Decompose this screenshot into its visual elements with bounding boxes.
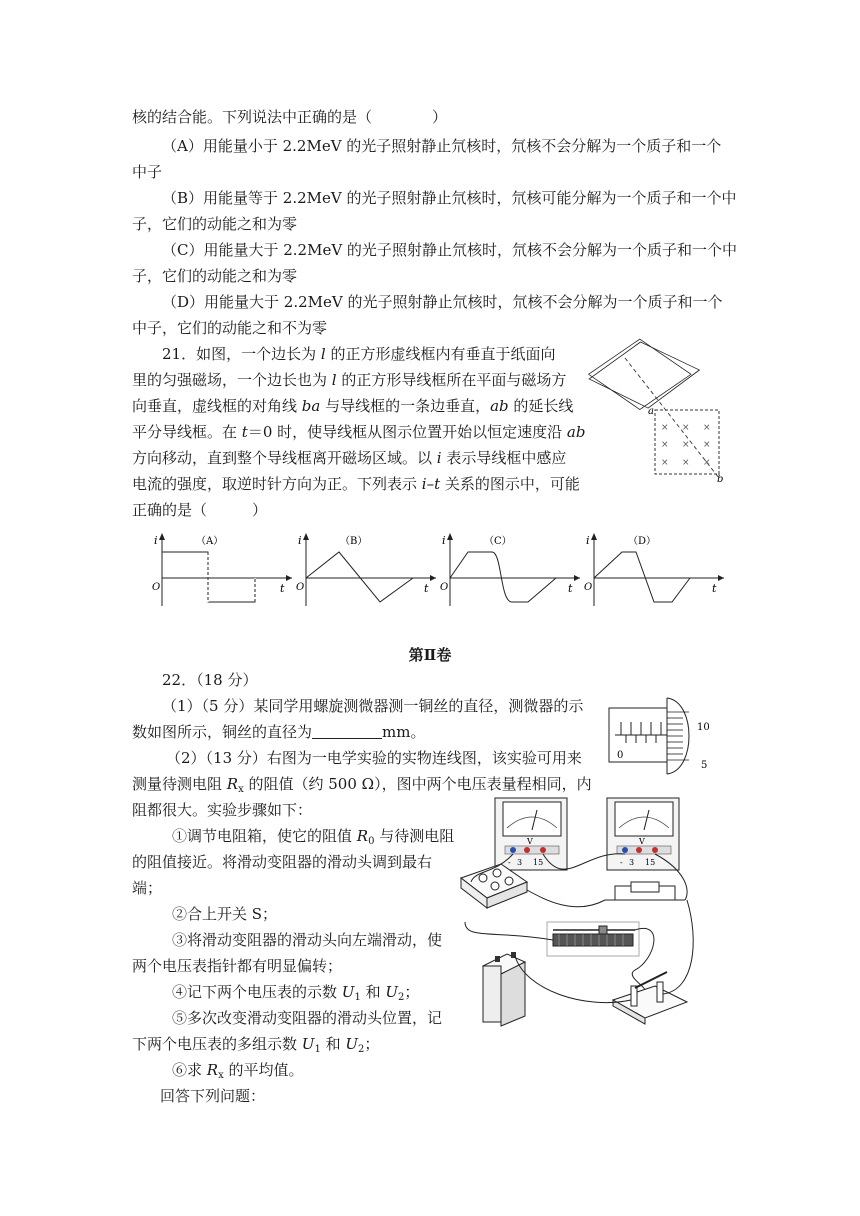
conducting-loop bbox=[589, 339, 691, 409]
svg-text:（A）: （A） bbox=[196, 536, 224, 547]
step-5-line2: 下两个电压表的多组示数 $U_1$ 和 $U_2$； bbox=[132, 1035, 380, 1055]
answer-blank[interactable] bbox=[312, 722, 382, 739]
point-b-label: b bbox=[717, 474, 724, 483]
section-title: 第Ⅱ卷 bbox=[408, 646, 452, 664]
micrometer-figure bbox=[603, 690, 723, 780]
q21-line1: 21．如图，一个边长为 l 的正方形虚线框内有垂直于纸面向 bbox=[162, 345, 556, 363]
option-b-line1: （B）用能量等于 2.2MeV 的光子照射静止氘核时，氘核可能分解为一个质子和一个中 bbox=[162, 189, 737, 207]
svg-text:t: t bbox=[280, 582, 285, 595]
svg-text:（B）: （B） bbox=[340, 536, 368, 547]
svg-text:O: O bbox=[296, 582, 305, 593]
step-1-line3: 端； bbox=[132, 879, 163, 897]
svg-text:i: i bbox=[442, 534, 446, 547]
svg-text:-: - bbox=[508, 858, 511, 867]
resistance-box bbox=[461, 864, 527, 908]
step-5-line1: ⑤多次改变滑动变阻器的滑动头位置，记 bbox=[172, 1009, 443, 1027]
circuit-figure bbox=[455, 790, 705, 1030]
graph-c bbox=[440, 530, 585, 610]
option-a-line1: （A）用能量小于 2.2MeV 的光子照射静止氘核时，氘核不会分解为一个质子和一个 bbox=[162, 137, 722, 155]
svg-text:-: - bbox=[620, 858, 623, 867]
conducting-loop-square bbox=[589, 342, 699, 408]
option-d-line1: （D）用能量大于 2.2MeV 的光子照射静止氘核时，氘核不会分解为一个质子和一个 bbox=[162, 293, 723, 311]
svg-text:V: V bbox=[639, 837, 645, 846]
q21-line4: 平分导线框。在 t＝0 时，使导线框从图示位置开始以恒定速度沿 ab bbox=[132, 423, 586, 441]
q21-line3: 向垂直，虚线框的对角线 ba 与导线框的一条边垂直，ab 的延长线 bbox=[132, 397, 574, 415]
step-1-line2: 的阻值接近。将滑动变阻器的滑动头调到最右 bbox=[132, 853, 433, 871]
q20-stem: 核的结合能。下列说法中正确的是（ ） bbox=[132, 108, 448, 126]
svg-text:t: t bbox=[712, 582, 717, 595]
answer-prompt: 回答下列问题： bbox=[160, 1087, 266, 1105]
svg-text:15: 15 bbox=[645, 858, 656, 867]
q22-part1-line2: 数如图所示，铜丝的直径为 mm。 bbox=[132, 723, 426, 741]
option-a-line2: 中子 bbox=[132, 163, 163, 181]
svg-text:×: × bbox=[661, 423, 669, 433]
svg-text:V: V bbox=[527, 837, 533, 846]
svg-text:3: 3 bbox=[517, 858, 523, 867]
q21-line7: 正确的是（ ） bbox=[132, 501, 268, 519]
svg-text:×: × bbox=[661, 458, 669, 468]
svg-text:×: × bbox=[703, 458, 711, 468]
q22-part1-line1: （1）（5 分）某同学用螺旋测微器测一铜丝的直径，测微器的示 bbox=[162, 697, 584, 715]
svg-text:i: i bbox=[586, 534, 590, 547]
svg-text:i: i bbox=[298, 534, 302, 547]
step-4: ④记下两个电压表的示数 $U_1$ 和 $U_2$； bbox=[172, 983, 420, 1003]
q22-part2-line2: 测量待测电阻 $R_x$ 的阻值（约 500 Ω），图中两个电压表量程相同，内 bbox=[132, 775, 592, 795]
svg-text:×: × bbox=[703, 440, 711, 450]
option-c-line2: 子，它们的动能之和为零 bbox=[132, 267, 298, 285]
svg-text:0: 0 bbox=[617, 750, 624, 761]
svg-text:i: i bbox=[154, 534, 158, 547]
svg-text:t: t bbox=[424, 582, 429, 595]
svg-text:10: 10 bbox=[697, 722, 710, 733]
svg-text:（D）: （D） bbox=[628, 536, 657, 547]
svg-text:×: × bbox=[661, 440, 669, 450]
svg-text:（C）: （C） bbox=[484, 536, 512, 547]
step-2: ②合上开关 S； bbox=[172, 905, 278, 923]
voltmeter-right bbox=[607, 798, 679, 870]
q22-part2-line3: 阻都很大。实验步骤如下： bbox=[132, 801, 313, 819]
battery bbox=[483, 952, 525, 1026]
step-3-line1: ③将滑动变阻器的滑动头向左端滑动，使 bbox=[172, 931, 443, 949]
q21-figure bbox=[585, 338, 735, 483]
svg-text:5: 5 bbox=[701, 760, 708, 771]
step-1-line1: ①调节电阻箱，使它的阻值 $R_0$ 与待测电阻 bbox=[172, 827, 455, 847]
option-c-line1: （C）用能量大于 2.2MeV 的光子照射静止氘核时，氘核不会分解为一个质子和一个中 bbox=[162, 241, 737, 259]
q22-part2-line1: （2）（13 分）右图为一电学实验的实物连线图，该实验可用来 bbox=[166, 749, 582, 767]
switch bbox=[613, 972, 687, 1024]
field-crosses bbox=[661, 423, 711, 468]
svg-text:×: × bbox=[703, 423, 711, 433]
graph-d bbox=[584, 530, 729, 610]
q21-line2: 里的匀强磁场，一个边长也为 l 的正方形导线框所在平面与磁场方 bbox=[132, 371, 567, 389]
rheostat bbox=[547, 922, 639, 956]
q21-line5: 方向移动，直到整个导线框离开磁场区域。以 i 表示导线框中感应 bbox=[132, 449, 567, 467]
svg-text:15: 15 bbox=[533, 858, 544, 867]
step-3-line2: 两个电压表指针都有明显偏转； bbox=[132, 957, 343, 975]
unknown-resistor bbox=[605, 882, 685, 900]
svg-text:×: × bbox=[682, 423, 690, 433]
graph-a bbox=[152, 530, 297, 610]
svg-text:t: t bbox=[568, 582, 573, 595]
step-6: ⑥求 $R_x$ 的平均值。 bbox=[172, 1061, 304, 1081]
option-b-line2: 子，它们的动能之和为零 bbox=[132, 215, 298, 233]
q22-heading: 22．（18 分） bbox=[162, 671, 258, 689]
point-a-label: a bbox=[648, 406, 654, 417]
voltmeter-left bbox=[495, 798, 567, 870]
q21-line6: 电流的强度，取逆时针方向为正。下列表示 i–t 关系的图示中，可能 bbox=[132, 475, 580, 493]
svg-text:O: O bbox=[152, 582, 161, 593]
svg-text:O: O bbox=[584, 582, 593, 593]
option-d-line2: 中子，它们的动能之和不为零 bbox=[132, 319, 328, 337]
svg-text:×: × bbox=[682, 440, 690, 450]
svg-text:×: × bbox=[682, 458, 690, 468]
svg-text:3: 3 bbox=[629, 858, 635, 867]
graph-b bbox=[296, 530, 441, 610]
svg-text:O: O bbox=[440, 582, 449, 593]
